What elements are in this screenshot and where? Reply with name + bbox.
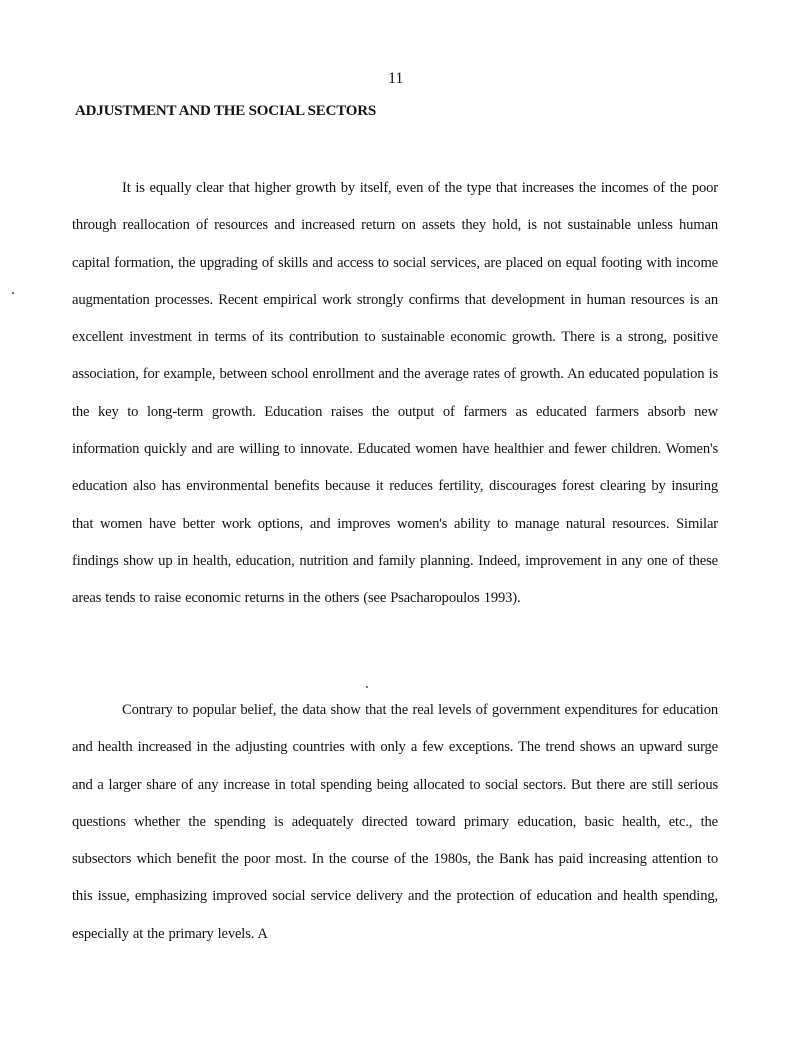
paragraph-2: Contrary to popular belief, the data show that the real levels of government expenditures for education and health increased in the adjusting countries with only a few exceptions. The trend shows an upward surge and a larger share of any increase in total spending being allocated to social sectors. But there are still serious questions whether the spending is adequately directed toward primary education, basic health, etc., the subsectors which benefit the poor most. In the course of the 1980s, the Bank has paid increasing attention to this issue, emphasizing improved social service delivery and the protection of education and health spending, especially at the primary levels. A <box>72 702 718 942</box>
page-number: 11 <box>388 70 404 87</box>
paragraph-1: It is equally clear that higher growth by itself, even of the type that increases the incomes of the poor through reallocation of resources and increased return on assets they hold, is not sustainable unless human capital formation, the upgrading of skills and access to social services, are placed on equal footing with income augmentation processes. Recent empirical work strongly confirms that development in human resources is an excellent investment in terms of its contribution to sustainable economic growth. There is a strong, positive association, for example, between school enrollment and the average rates of growth. An educated population is the key to long-term growth. Education raises the output of farmers as educated farmers absorb new information quickly and are willing to innovate. Educated women have healthier and fewer children. Women's education also has environmental benefits because it reduces fertility, discourages forest clearing by insuring that women have better work options, and improves women's ability to manage natural resources. Similar findings show up in health, education, nutrition and family planning. Indeed, improvement in any one of these areas tends to raise economic returns in the others (see Psacharopoulos 1993). <box>72 180 718 607</box>
scan-speck <box>366 686 368 688</box>
section-heading: ADJUSTMENT AND THE SOCIAL SECTORS <box>75 103 376 119</box>
scan-speck <box>12 292 14 294</box>
